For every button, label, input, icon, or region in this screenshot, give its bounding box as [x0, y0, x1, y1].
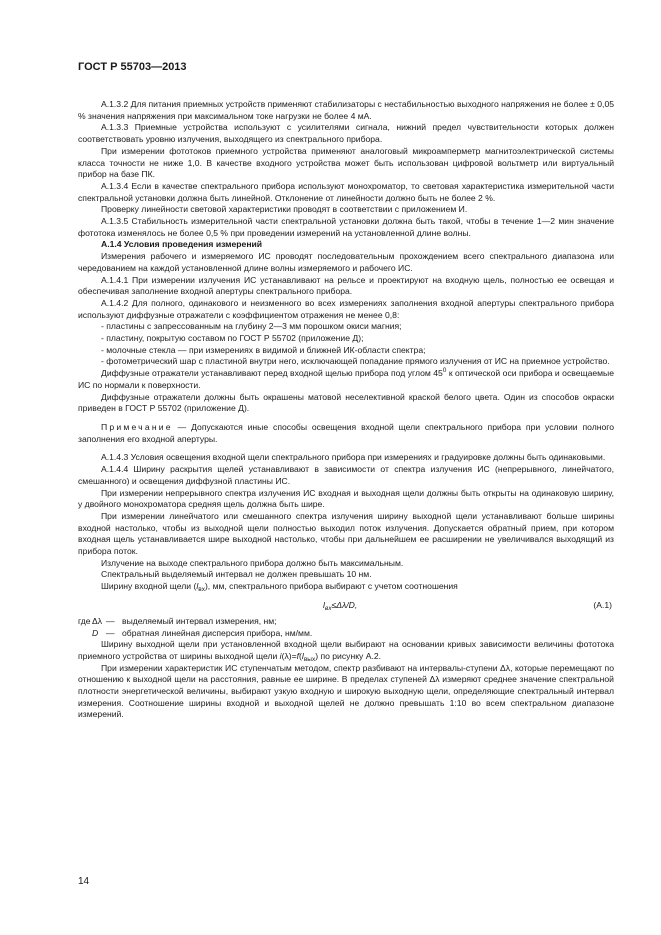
paragraph-step-method: При измерении характеристик ИС ступенчатым методом, спектр разбивают на интервалы-ступени Δλ, которые перемещают по отношению к выходной щели на расстояния, равные ее ширине. В пределах ступеней Δλ измеряют среднее значение спектральной плотности энергетической величины, выбирают узкую входную и широкую выходную щели, определяющие спектральный интервал измерения. Соотношение ширины входной и выходной щелей не должно превышать 1:10 во всем спектральном диапазоне измерений. — [78, 662, 614, 720]
paragraph-reflector-paint: Диффузные отражатели должны быть окрашены матовой неселективной краской белого цвета. Один из способов окраски приведен в ГОСТ Р 55702 (приложение Д). — [78, 391, 614, 414]
paragraph-a1-4-3: А.1.4.3 Условия освещения входной щели спектрального прибора при измерениях и градуировке должны быть одинаковыми. — [101, 452, 606, 463]
symbol-d: D — [92, 627, 99, 638]
degree-superscript: 0 — [442, 367, 447, 375]
list-item: - фотометрический шар с пластиной внутри него, исключающей попадание прямого излучения от ИС на приемное устройство. — [101, 356, 610, 367]
paragraph-measurement-order: Измерения рабочего и измеряемого ИС проводят последовательным прохождением всего спектрального диапазона или чередованием на каждой установленной длине волны измеряемого и рабочего ИС. — [78, 251, 614, 273]
formula-f: f — [296, 650, 300, 661]
paragraph-a1-4-4: А.1.4.4 Ширину раскрытия щелей устанавливают в зависимости от спектра излучения ИС (непрерывного, линейчатого, смешанного) и освещения диффузной пластины ИС. — [78, 464, 614, 486]
paragraph-reflector-placement — [78, 368, 614, 391]
paragraph-a1-3-4: А.1.3.4 Если в качестве спектрального прибора используют монохроматор, то световая характеристика измерительной части спектральной установки должна быть линейной. Отклонение от линейности должно быть не более 2 %. — [78, 180, 614, 203]
section-heading-a1-4: А.1.4 Условия проведения измерений — [101, 239, 263, 250]
paragraph-max-output: Излучение на выходе спектрального прибора должно быть максимальным. — [101, 557, 404, 568]
paragraph-continuous-spectrum: При измерении непрерывного спектра излучения ИС входная и выходная щели должны быть открыты на одинаковую ширину, у двойного монохроматора средняя щель должна быть шире. — [78, 487, 614, 510]
paragraph-a1-4-1: А.1.4.1 При измерении излучения ИС устанавливают на рельсе и проектируют на входную щель, полностью ее освещая и обеспечивая заполнение входной апертуры спектрального прибора. — [78, 274, 614, 297]
note — [78, 422, 614, 445]
text-fragment: ), мм, спектрального прибора выбирают с учетом соотношения — [204, 581, 458, 592]
list-item: - молочные стекла — при измерениях в видимой и ближней ИК-области спектра; — [101, 344, 426, 355]
list-item: - пластину, покрытую составом по ГОСТ Р 55702 (приложение Д); — [101, 333, 364, 344]
page-number: 14 — [78, 876, 90, 887]
text-fragment: к оптической оси прибора и освещаемые ИС по нормали к поверхности. — [78, 368, 614, 390]
where-label: где — [78, 615, 91, 626]
list-item: - пластины с запрессованным на глубину 2—3 мм порошком окиси магния; — [101, 321, 402, 332]
note-text: — Допускаются иные способы освещения входной щели спектрального прибора при условии полного заполнения его входной апертуры. — [78, 421, 614, 444]
formula-definitions — [78, 616, 614, 639]
paragraph-linearity-check: Проверку линейности световой характеристики проводят в соответствии с приложением И. — [101, 204, 468, 215]
paragraph-a1-4-2: А.1.4.2 Для полного, одинакового и неизменного во всех измерениях заполнения входной апертуры спектрального прибора используют диффузные отражатели с коэффициентом отражения не менее 0,8: — [78, 297, 614, 320]
note-label: Примечание — [101, 421, 173, 432]
document-body — [78, 99, 614, 721]
variable-l: l — [196, 581, 199, 592]
definition-dash: — — [106, 615, 115, 626]
formula-variable: l — [323, 599, 325, 610]
formula-part: ( — [299, 650, 302, 661]
paragraph-input-slit-width — [78, 581, 614, 593]
formula-rest: ≤Δλ/D, — [331, 599, 358, 610]
formula-expression — [323, 600, 357, 612]
paragraph-output-slit-width — [78, 639, 614, 662]
text-fragment: Ширину входной щели ( — [101, 581, 197, 592]
paragraph-a1-3-2: А.1.3.2 Для питания приемных устройств применяют стабилизаторы с нестабильностью выходного напряжения не более ± 0,05 % значения напряжения при максимальном токе нагрузки не более 4 мА. — [78, 99, 614, 121]
paragraph-microammeter: При измерении фототоков приемного устройства применяют аналоговый микроамперметр магнитоэлектрической системы класса точности не ниже 1,0. В качестве входного устройства может быть использован цифровой вольтметр или виртуальный прибор на базе ПК. — [78, 145, 614, 180]
definition-text: обратная линейная дисперсия прибора, нм/мм. — [122, 627, 313, 638]
paragraph-a1-3-5: А.1.3.5 Стабильность измерительной части спектральной установки должна быть такой, чтобы в течение 1—2 мин значение фототока изменялось не более 0,5 % при проведении измерений на установленной длине волны. — [78, 216, 614, 238]
document-header: ГОСТ Р 55703—2013 — [78, 61, 187, 73]
formula-a1 — [78, 598, 614, 614]
definition-text: выделяемый интервал измерения, нм; — [122, 615, 277, 626]
subscript: вых — [303, 655, 316, 663]
definition-dash: — — [106, 627, 115, 638]
formula-l: l — [301, 650, 304, 661]
paragraph-spectral-interval: Спектральный выделяемый интервал не должен превышать 10 нм. — [101, 569, 372, 580]
definition-symbol — [92, 628, 104, 640]
definition-symbol: Δλ — [92, 615, 103, 626]
text-fragment: по рисунку А.2. — [318, 650, 382, 661]
formula-i: i — [279, 650, 282, 661]
paragraph-a1-3-3: А.1.3.3 Приемные устройства используют с усилителями сигнала, нижний предел чувствительности которых должен соответствовать уровню излучения, выходящего из спектрального прибора. — [78, 122, 614, 145]
formula-number: (А.1) — [593, 599, 612, 610]
text-fragment: Ширину выходной щели при установленной входной щели выбирают на основании кривых зависимости величины фототока приемного устройства от ширины выходной щели — [78, 639, 614, 661]
formula-part: ) — [315, 650, 319, 661]
paragraph-line-spectrum: При измерении линейчатого или смешанного спектра излучения ширину выходной щели устанавливают больше ширины входной настолько, чтобы из выходной щели полностью выходил поток излучения. Допускается обратный прием, при котором входная щель устанавливается шире выходной настолько, чтобы при дальнейшем ее расширении не увеличивался выходящий из прибора поток. — [78, 510, 614, 557]
definition-spacer — [78, 628, 90, 640]
formula-part: (λ)= — [281, 650, 297, 661]
text-fragment: Диффузные отражатели устанавливают перед входной щелью прибора под углом 45 — [101, 368, 443, 379]
formula-subscript: вх — [324, 604, 332, 612]
subscript: вх — [198, 586, 205, 594]
